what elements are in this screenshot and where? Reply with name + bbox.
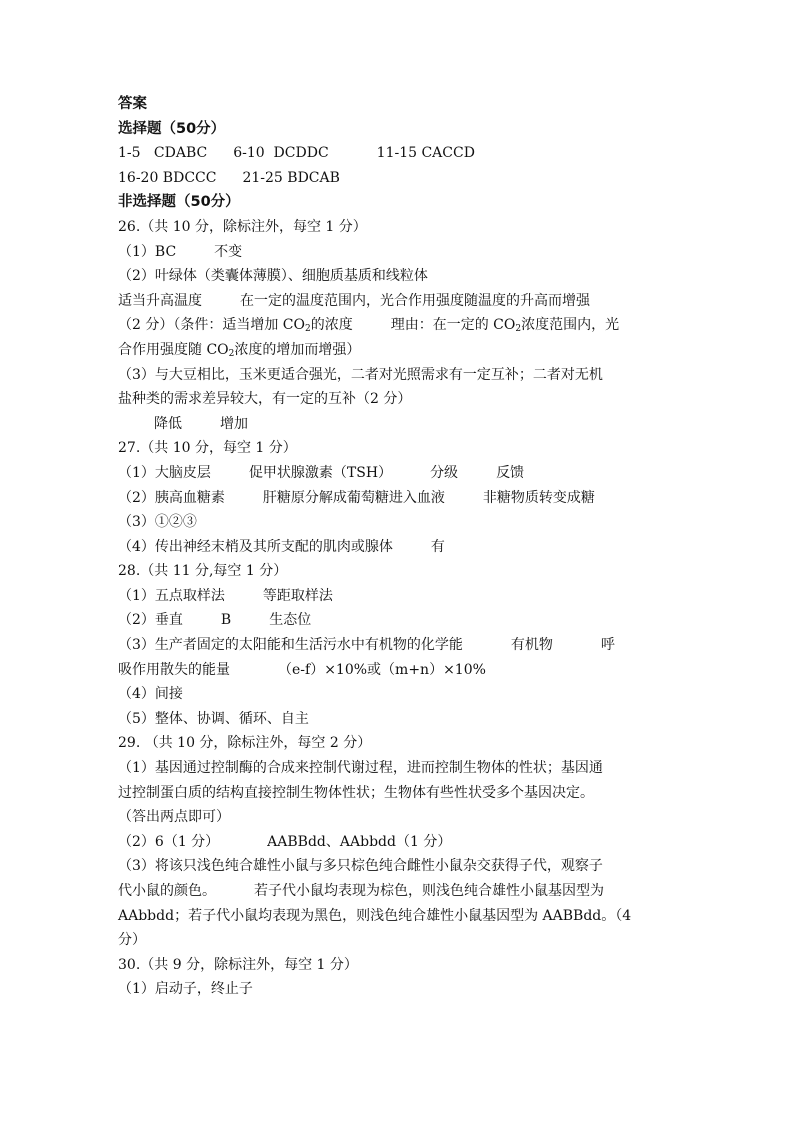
answer-text: 生态位 — [269, 612, 312, 629]
answer-text: B — [220, 612, 232, 629]
answer-text: （4）传出神经末梢及其所支配的肌肉或腺体 — [118, 538, 393, 555]
answer-text: （1）五点取样法 — [118, 587, 225, 604]
answer-text: （2）垂直 — [118, 612, 183, 629]
q28-answer-3-line-2 — [118, 658, 678, 683]
answer-text: 浓度范围内，光 — [521, 317, 620, 334]
q29-answer-3-line-3: AAbbdd；若子代小鼠均表现为黑色，则浅色纯合雄性小鼠基因型为 AABBdd。（4 — [118, 907, 632, 924]
question-27-header: 27.（共 10 分，每空 1 分） — [118, 440, 297, 457]
answer-group: 6-10 DCDDC — [233, 145, 329, 162]
q27-answer-1 — [118, 461, 678, 486]
answer-text: 有机物 — [510, 637, 553, 654]
q27-answer-2 — [118, 486, 678, 511]
answer-text: 增加 — [220, 415, 248, 432]
answer-text: 肝糖原分解成葡萄糖进入血液 — [262, 489, 445, 506]
answer-text: 若子代小鼠均表现为棕色，则浅色纯合雄性小鼠基因型为 — [254, 883, 604, 899]
section-heading-choice: 选择题（50分） — [118, 120, 226, 137]
subscript: 2 — [305, 324, 311, 335]
q28-answer-5: （5）整体、协调、循环、自主 — [118, 710, 309, 727]
q26-answer-2c — [118, 313, 678, 338]
answer-text: 合作用强度随 CO — [118, 341, 229, 358]
question-30-header: 30.（共 9 分，除标注外，每空 1 分） — [118, 956, 358, 973]
choice-answers-row-1 — [118, 141, 678, 166]
q29-answer-1-line-2: 过控制蛋白质的结构直接控制生物体性状；生物体有些性状受多个基因决定。 — [118, 784, 594, 801]
answer-text: 适当升高温度 — [118, 292, 202, 309]
subscript: 2 — [515, 324, 522, 335]
answer-text: 不变 — [214, 243, 243, 260]
q29-answer-2 — [118, 830, 678, 855]
q26-answer-1 — [118, 240, 678, 265]
q29-answer-3-line-1: （3）将该只浅色纯合雄性小鼠与多只棕色纯合雌性小鼠杂交获得子代，观察子 — [118, 858, 603, 875]
answer-text: （2）胰高血糖素 — [118, 489, 225, 506]
page-title: 答案 — [118, 96, 147, 112]
q30-answer-1: （1）启动子，终止子 — [118, 981, 253, 998]
question-29-header: 29. （共 10 分，除标注外，每空 2 分） — [118, 735, 372, 752]
answer-text: 有 — [430, 538, 445, 555]
q26-answer-3-line-3 — [118, 412, 678, 437]
q28-answer-2 — [118, 608, 678, 633]
answer-text: 等距取样法 — [262, 587, 333, 604]
question-28-header: 28.（共 11 分,每空 1 分） — [118, 563, 288, 580]
answer-group: 1-5 CDABC — [118, 145, 208, 162]
answer-text: 促甲状腺激素（TSH） — [248, 464, 393, 481]
q28-answer-3-line-1 — [118, 633, 678, 658]
q29-answer-1-line-3: （答出两点即可） — [118, 809, 230, 826]
choice-answers-row-2 — [118, 166, 678, 191]
answer-text: 代小鼠的颜色。 — [118, 883, 216, 899]
q26-answer-2b — [118, 289, 678, 314]
answer-text: 分级 — [430, 464, 459, 481]
answer-text: （1）BC — [118, 243, 177, 260]
answer-text: 理由：在一定的 CO — [390, 317, 516, 334]
answer-text: 呼 — [600, 637, 615, 654]
answer-group: 21-25 BDCAB — [242, 169, 340, 186]
q26-answer-2: （2）叶绿体（类囊体薄膜）、细胞质基质和线粒体 — [118, 268, 428, 285]
answer-text: 在一定的温度范围内，光合作用强度随温度的升高而增强 — [240, 292, 590, 309]
q29-answer-1-line-1: （1）基因通过控制酶的合成来控制代谢过程，进而控制生物体的性状；基因通 — [118, 760, 603, 777]
answer-text: （3）生产者固定的太阳能和生活污水中有机物的化学能 — [118, 637, 463, 654]
q29-answer-3-line-2 — [118, 879, 678, 904]
answer-text: 非糖物质转变成糖 — [482, 489, 595, 506]
subscript: 2 — [228, 348, 235, 359]
answer-text: （1）大脑皮层 — [118, 464, 211, 481]
answer-text: 浓度的增加而增强） — [234, 341, 361, 358]
answer-text: （e-f）×10%或（m+n）×10% — [278, 661, 486, 678]
q26-answer-2d — [118, 338, 678, 363]
answer-group: 16-20 BDCCC — [118, 169, 217, 186]
question-26-header: 26.（共 10 分，除标注外，每空 1 分） — [118, 218, 367, 235]
q28-answer-4: （4）间接 — [118, 686, 183, 703]
answer-text: 反馈 — [496, 464, 525, 481]
q27-answer-4 — [118, 535, 678, 560]
answer-text: 的浓度 — [310, 317, 353, 334]
answer-text: （2 分）（条件：适当增加 CO — [118, 317, 305, 334]
answer-text: AABBdd、AAbbdd（1 分） — [267, 833, 452, 850]
answer-text: 吸作用散失的能量 — [118, 661, 230, 678]
answer-document — [118, 92, 678, 1002]
q29-answer-3-line-4: 分） — [118, 932, 146, 949]
section-heading-nonchoice: 非选择题（50分） — [118, 194, 240, 211]
q28-answer-1 — [118, 584, 678, 609]
answer-text: 降低 — [154, 415, 182, 432]
answer-group: 11-15 CACCD — [376, 145, 475, 162]
q26-answer-3-line-2: 盐种类的需求差异较大，有一定的互补（2 分） — [118, 391, 412, 408]
q27-answer-3: （3）①②③ — [118, 514, 197, 531]
answer-text: （2）6（1 分） — [118, 833, 220, 850]
q26-answer-3-line-1: （3）与大豆相比，玉米更适合强光，二者对光照需求有一定互补；二者对无机 — [118, 366, 603, 383]
